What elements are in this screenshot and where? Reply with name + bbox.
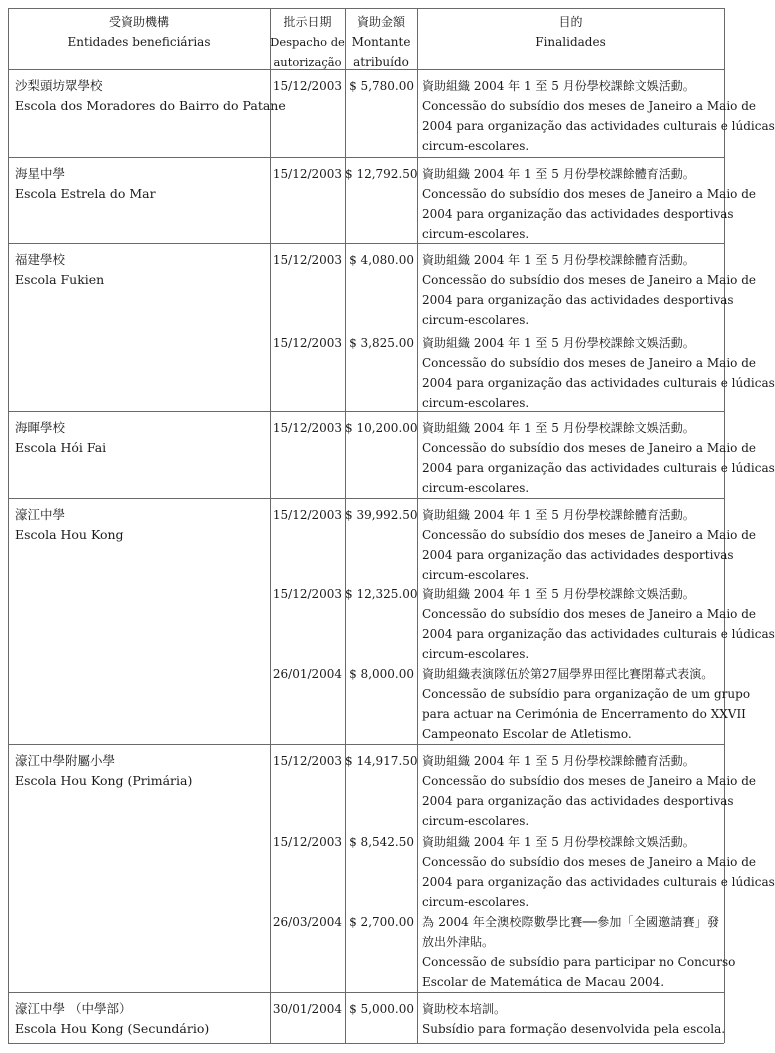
purpose-line: Concessão do subsídio dos meses de Janeiro a Maio de — [422, 855, 756, 869]
grant-purpose — [422, 250, 756, 330]
header-entity-zh: 受資助機構 — [108, 15, 169, 29]
entity-cell — [15, 751, 192, 791]
purpose-line: Concessão do subsídio dos meses de Janeiro a Maio de — [422, 273, 756, 287]
entity-name-pt: Escola dos Moradores do Bairro do Patane — [15, 98, 286, 113]
purpose-line: Concessão do subsídio dos meses de Janeiro a Maio de — [422, 607, 756, 621]
purpose-line: 資助組織 2004 年 1 至 5 月份學校課餘文娛活動。 — [422, 835, 695, 849]
purpose-line: Concessão do subsídio dos meses de Janeiro a Maio de — [422, 356, 756, 370]
entity-name-pt: Escola Hou Kong (Secundário) — [15, 1021, 210, 1036]
purpose-line: Concessão do subsídio dos meses de Janeiro a Maio de — [422, 99, 756, 113]
grant-date: 15/12/2003 — [272, 167, 343, 181]
grant-date: 15/12/2003 — [272, 336, 343, 350]
header-date — [270, 12, 345, 72]
header-entity-pt: Entidades beneficiárias — [67, 35, 211, 49]
grant-amount: $ 39,992.50 — [345, 508, 418, 522]
purpose-line: 資助組織 2004 年 1 至 5 月份學校課餘體育活動。 — [422, 754, 695, 768]
purpose-line: 資助組織 2004 年 1 至 5 月份學校課餘體育活動。 — [422, 253, 695, 267]
purpose-line: circum-escolares. — [422, 227, 530, 241]
purpose-line: 資助組織表演隊伍於第27屆學界田徑比賽閉幕式表演。 — [422, 667, 714, 681]
grant-date: 15/12/2003 — [272, 253, 343, 267]
header-date-pt: Despacho de — [270, 35, 345, 49]
grant-purpose — [422, 333, 775, 413]
grant-purpose — [422, 164, 756, 244]
header-entity — [8, 12, 270, 52]
header-purpose-pt: Finalidades — [535, 35, 606, 49]
entity-name-pt: Escola Hou Kong — [15, 527, 124, 542]
purpose-line: 資助校本培訓。 — [422, 1002, 507, 1016]
grant-purpose — [422, 418, 775, 498]
entity-cell — [15, 76, 286, 116]
grant-date: 30/01/2004 — [272, 1002, 343, 1016]
grant-purpose — [422, 584, 775, 664]
purpose-line: 2004 para organização das actividades culturais e lúdicas — [422, 875, 775, 889]
grant-amount: $ 5,000.00 — [349, 1002, 414, 1016]
grant-purpose — [422, 999, 726, 1039]
purpose-line: circum-escolares. — [422, 568, 530, 582]
purpose-line: Concessão do subsídio dos meses de Janeiro a Maio de — [422, 774, 756, 788]
grant-date: 15/12/2003 — [272, 835, 343, 849]
table-border-left — [8, 8, 9, 1043]
purpose-line: 資助組織 2004 年 1 至 5 月份學校課餘體育活動。 — [422, 167, 695, 181]
purpose-line: Concessão do subsídio dos meses de Janeiro a Maio de — [422, 441, 756, 455]
header-date-zh: 批示日期 — [283, 15, 332, 29]
purpose-line: Concessão de subsídio para participar no Concurso — [422, 955, 736, 969]
purpose-line: circum-escolares. — [422, 139, 530, 153]
entity-cell — [15, 250, 104, 290]
grant-amount: $ 8,542.50 — [349, 835, 414, 849]
entity-name-zh: 濠江中學附屬小學 — [15, 753, 116, 768]
grant-date: 15/12/2003 — [272, 421, 343, 435]
header-amount — [345, 12, 417, 72]
purpose-line: Concessão do subsídio dos meses de Janeiro a Maio de — [422, 528, 756, 542]
header-amount-pt: atribuído — [353, 55, 409, 69]
grant-purpose — [422, 664, 751, 744]
row-divider — [8, 157, 724, 158]
purpose-line: 資助組織 2004 年 1 至 5 月份學校課餘文娛活動。 — [422, 336, 695, 350]
entity-name-pt: Escola Hói Fai — [15, 440, 107, 455]
purpose-line: Escolar de Matemática de Macau 2004. — [422, 975, 665, 989]
header-amount-zh: 資助金額 — [356, 15, 405, 29]
grant-amount: $ 2,700.00 — [349, 915, 414, 929]
row-divider — [8, 744, 724, 745]
purpose-line: Campeonato Escolar de Atletismo. — [422, 727, 632, 741]
grant-amount: $ 10,200.00 — [345, 421, 418, 435]
purpose-line: Subsídio para formação desenvolvida pela escola. — [422, 1022, 726, 1036]
purpose-line: 2004 para organização das actividades desportivas — [422, 548, 734, 562]
purpose-line: 資助組織 2004 年 1 至 5 月份學校課餘文娛活動。 — [422, 79, 695, 93]
grant-amount: $ 4,080.00 — [349, 253, 414, 267]
entity-name-zh: 濠江中學 （中學部） — [15, 1001, 132, 1016]
purpose-line: 2004 para organização das actividades culturais e lúdicas — [422, 119, 775, 133]
entity-cell — [15, 164, 156, 204]
purpose-line: 放出外津貼。 — [422, 935, 495, 949]
grant-purpose — [422, 505, 756, 585]
purpose-line: 資助組織 2004 年 1 至 5 月份學校課餘體育活動。 — [422, 508, 695, 522]
purpose-line: Concessão do subsídio dos meses de Janeiro a Maio de — [422, 187, 756, 201]
grant-date: 26/03/2004 — [272, 915, 343, 929]
row-divider — [8, 498, 724, 499]
purpose-line: circum-escolares. — [422, 481, 530, 495]
grant-amount: $ 12,325.00 — [345, 587, 418, 601]
purpose-line: Concessão de subsídio para organização de um grupo — [422, 687, 751, 701]
entity-name-pt: Escola Hou Kong (Primária) — [15, 773, 193, 788]
purpose-line: 資助組織 2004 年 1 至 5 月份學校課餘文娛活動。 — [422, 587, 695, 601]
table-border-top — [8, 8, 724, 9]
grant-purpose — [422, 76, 775, 156]
column-divider — [417, 8, 418, 1043]
entity-name-zh: 海星中學 — [15, 166, 66, 181]
purpose-line: 2004 para organização das actividades culturais e lúdicas — [422, 376, 775, 390]
purpose-line: circum-escolares. — [422, 313, 530, 327]
grant-amount: $ 12,792.50 — [345, 167, 418, 181]
grant-date: 15/12/2003 — [272, 587, 343, 601]
entity-cell — [15, 505, 124, 545]
grant-purpose — [422, 751, 756, 831]
purpose-line: para actuar na Cerimónia de Encerramento do XXVII — [422, 707, 746, 721]
entity-name-zh: 沙梨頭坊眾學校 — [15, 78, 103, 93]
purpose-line: 資助組織 2004 年 1 至 5 月份學校課餘文娛活動。 — [422, 421, 695, 435]
entity-name-zh: 福建學校 — [15, 252, 66, 267]
header-purpose-zh: 目的 — [558, 15, 583, 29]
purpose-line: 2004 para organização das actividades culturais e lúdicas — [422, 627, 775, 641]
header-amount-pt: Montante — [351, 35, 411, 49]
purpose-line: 2004 para organização das actividades desportivas — [422, 207, 734, 221]
purpose-line: circum-escolares. — [422, 814, 530, 828]
entity-name-zh: 海暉學校 — [15, 420, 66, 435]
purpose-line: 2004 para organização das actividades desportivas — [422, 794, 734, 808]
purpose-line: circum-escolares. — [422, 396, 530, 410]
row-divider — [8, 992, 724, 993]
header-purpose — [417, 12, 724, 52]
grant-amount: $ 8,000.00 — [349, 667, 414, 681]
grant-amount: $ 5,780.00 — [349, 79, 414, 93]
purpose-line: circum-escolares. — [422, 895, 530, 909]
grant-purpose — [422, 912, 736, 992]
table-border-bottom — [8, 1043, 724, 1044]
entity-name-pt: Escola Estrela do Mar — [15, 186, 156, 201]
header-date-pt: autorização — [273, 55, 342, 69]
grant-amount: $ 3,825.00 — [349, 336, 414, 350]
grant-date: 15/12/2003 — [272, 79, 343, 93]
entity-cell — [15, 418, 106, 458]
grant-amount: $ 14,917.50 — [345, 754, 418, 768]
purpose-line: 2004 para organização das actividades culturais e lúdicas — [422, 461, 775, 475]
grant-date: 15/12/2003 — [272, 754, 343, 768]
purpose-line: circum-escolares. — [422, 647, 530, 661]
purpose-line: 為 2004 年全澳校際數學比賽──參加「全國邀請賽」發 — [422, 915, 719, 929]
entity-name-zh: 濠江中學 — [15, 507, 66, 522]
entity-name-pt: Escola Fukien — [15, 272, 105, 287]
grant-purpose — [422, 832, 775, 912]
grant-date: 26/01/2004 — [272, 667, 343, 681]
entity-cell — [15, 999, 209, 1039]
grant-date: 15/12/2003 — [272, 508, 343, 522]
purpose-line: 2004 para organização das actividades desportivas — [422, 293, 734, 307]
